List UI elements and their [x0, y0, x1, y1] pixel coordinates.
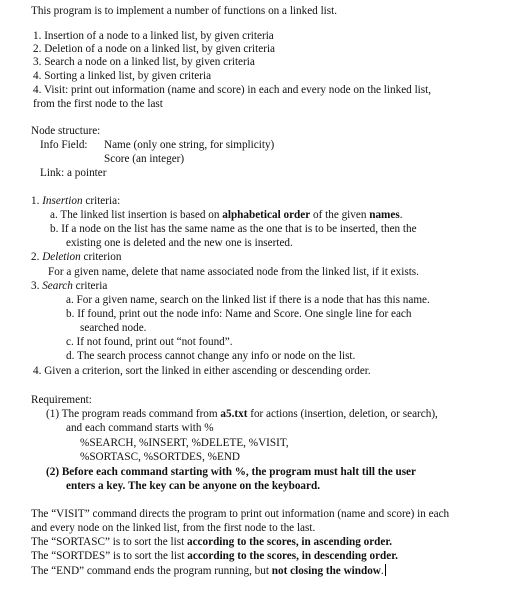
insertion-heading: 1. Insertion criteria:	[31, 195, 121, 207]
visit-description: The “VISIT” command directs the program to print out information (name and score) in each	[31, 508, 450, 520]
link-field-line: Link: a pointer	[40, 167, 107, 179]
insertion-rule-b-continued: existing one is deleted and the new one is inserted.	[66, 237, 293, 249]
function-item: 4. Sorting a linked list, by given criteria	[33, 70, 212, 82]
command-list-continued: %SORTASC, %SORTDES, %END	[80, 451, 240, 463]
text-cursor	[385, 564, 386, 576]
score-field-line: Score (an integer)	[104, 153, 185, 165]
search-rule-a: a. For a given name, search on the linked list if there is a node that has this name.	[66, 294, 430, 306]
sortdes-description: The “SORTDES” is to sort the list according to the scores, in descending order.	[31, 550, 398, 562]
name-field-line: Name (only one string, for simplicity)	[104, 139, 275, 151]
visit-description-continued: and every node on the linked list, from the first node to the last.	[31, 522, 316, 534]
requirement-1-continued: and each command starts with %	[66, 422, 214, 434]
insertion-rule-b: b. If a node on the list has the same name as the one that is to be inserted, then the	[50, 223, 417, 235]
requirement-heading: Requirement:	[31, 394, 92, 406]
input-file-name: a5.txt	[220, 408, 248, 420]
deletion-heading: 2. Deletion criterion	[31, 251, 122, 263]
deletion-title: Deletion	[42, 251, 81, 263]
function-item: 2. Deletion of a node on a linked list, by given criteria	[33, 43, 276, 55]
requirement-2-continued: enters a key. The key can be anyone on the keyboard.	[66, 480, 321, 492]
sortasc-description: The “SORTASC” is to sort the list according to the scores, in ascending order.	[31, 536, 393, 548]
sorting-rule: 4. Given a criterion, sort the linked in either ascending or descending order.	[33, 365, 371, 377]
requirement-1: (1) The program reads command from a5.txt for actions (insertion, deletion, or search),	[46, 408, 438, 420]
node-structure-heading: Node structure:	[31, 125, 101, 137]
deletion-rule: For a given name, delete that name associated node from the linked list, if it exists.	[48, 266, 419, 278]
search-rule-d: d. The search process cannot change any info or node on the list.	[66, 350, 356, 362]
search-rule-c: c. If not found, print out “not found”.	[66, 336, 233, 348]
search-title: Search	[42, 280, 73, 292]
insertion-rule-a: a. The linked list insertion is based on alphabetical order of the given names.	[50, 209, 403, 221]
command-list: %SEARCH, %INSERT, %DELETE, %VISIT,	[80, 437, 289, 449]
insertion-title: Insertion	[42, 195, 83, 207]
function-item: 1. Insertion of a node to a linked list, by given criteria	[33, 30, 274, 42]
function-item: 4. Visit: print out information (name and score) in each and every node on the linked list,	[33, 84, 432, 96]
function-item-continued: from the first node to the last	[33, 98, 163, 110]
search-heading: 3. Search criteria	[31, 280, 108, 292]
function-item: 3. Search a node on a linked list, by given criteria	[33, 56, 255, 68]
intro-text: This program is to implement a number of functions on a linked list.	[31, 5, 338, 17]
requirement-2: (2) Before each command starting with %, the program must halt till the user	[46, 466, 416, 478]
search-rule-b: b. If found, print out the node info: Name and Score. One single line for each	[66, 308, 412, 320]
search-rule-b-continued: searched node.	[80, 322, 147, 334]
info-field-label: Info Field:	[40, 139, 88, 151]
end-description: The “END” command ends the program running, but not closing the window.	[31, 565, 384, 577]
